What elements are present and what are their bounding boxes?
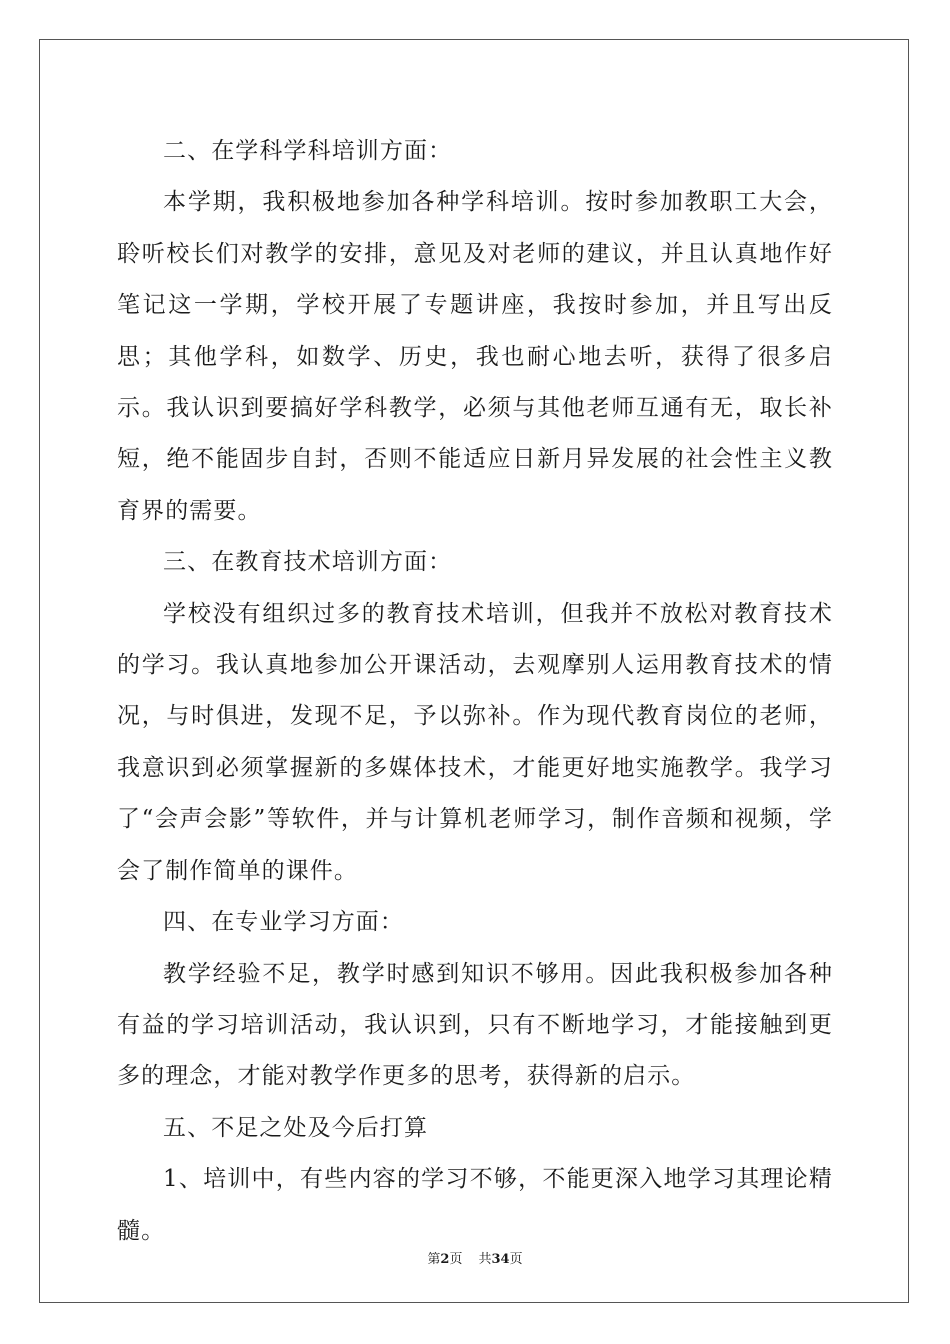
document-body <box>117 126 833 1257</box>
paragraph-professional-study: 教学经验不足，教学时感到知识不够用。因此我积极参加各种有益的学习培训活动，我认识到，只有不断地学习，才能接触到更多的理念，才能对教学作更多的思考，获得新的启示。 <box>117 960 833 1090</box>
paragraph-shortcoming-1: 1、培训中，有些内容的学习不够，不能更深入地学习其理论精髓。 <box>117 1166 833 1244</box>
footer-total-prefix: 共 <box>478 1252 492 1267</box>
page-footer <box>0 1248 950 1267</box>
section-heading-5: 五、不足之处及今后打算 <box>163 1114 429 1141</box>
footer-page-prefix: 第 <box>427 1252 441 1267</box>
footer-total-suffix: 页 <box>509 1252 523 1267</box>
paragraph-tech-training: 学校没有组织过多的教育技术培训，但我并不放松对教育技术的学习。我认真地参加公开课活动，去观摩别人运用教育技术的情况，与时俱进，发现不足，予以弥补。作为现代教育岗位的老师，我意识到必须掌握新的多媒体技术，才能更好地实施教学。我学习了“会声会影”等软件，并与计算机老师学习，制作音频和视频，学会了制作简单的课件。 <box>117 600 833 884</box>
paragraph-subject-training: 本学期，我积极地参加各种学科培训。按时参加教职工大会，聆听校长们对教学的安排，意见及对老师的建议，并且认真地作好笔记这一学期，学校开展了专题讲座，我按时参加，并且写出反思；其他学科，如数学、历史，我也耐心地去听，获得了很多启示。我认识到要搞好学科教学，必须与其他老师互通有无，取长补短，绝不能固步自封，否则不能适应日新月异发展的社会性主义教育界的需要。 <box>117 189 833 524</box>
section-heading-3: 三、在教育技术培训方面： <box>163 549 453 576</box>
footer-page-current: 2 <box>440 1252 450 1267</box>
section-heading-4: 四、在专业学习方面： <box>163 909 404 936</box>
footer-page-suffix: 页 <box>449 1252 463 1267</box>
footer-page-total: 34 <box>491 1252 510 1267</box>
section-heading-2: 二、在学科学科培训方面： <box>163 138 453 164</box>
